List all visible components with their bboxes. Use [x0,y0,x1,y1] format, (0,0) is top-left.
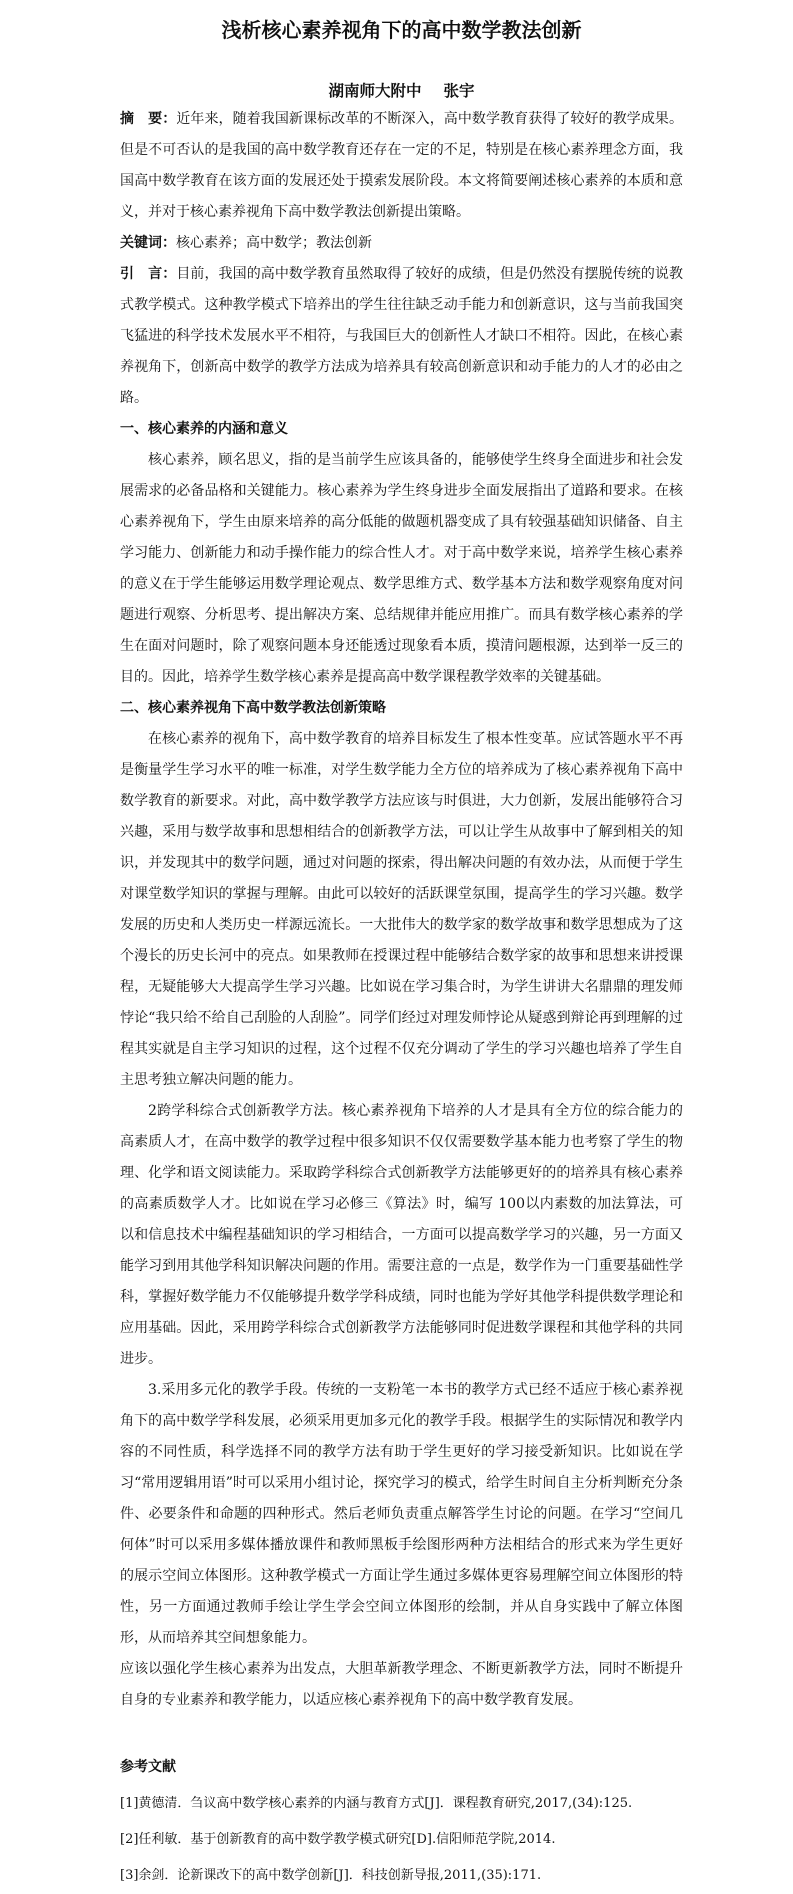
closing-paragraph: 应该以强化学生核心素养为出发点，大胆革新教学理念、不断更新教学方法，同时不断提升自身的专业素养和教学能力，以适应核心素养视角下的高中数学教育发展。 [120,1661,683,1708]
abstract [120,104,683,228]
section-2-paragraph-1: 在核心素养的视角下，高中数学教育的培养目标发生了根本性变革。应试答题水平不再是衡量学生学习水平的唯一标准，对学生数学能力全方位的培养成为了核心素养视角下高中数学教育的新要求。对此，高中数学教学方法应该与时俱进，大力创新，发展出能够符合习兴趣，采用与数学故事和思想相结合的创新教学方法，可以让学生从故事中了解到相关的知识，并发现其中的数学问题，通过对问题的探索，得出解决问题的有效办法，从而便于学生对课堂数学知识的掌握与理解。由此可以较好的活跃课堂氛围，提高学生的学习兴趣。数学发展的历史和人类历史一样源远流长。一大批伟大的数学家的数学故事和数学思想成为了这个漫长的历史长河中的亮点。如果教师在授课过程中能够结合数学家的故事和思想来讲授课程，无疑能够大大提高学生学习兴趣。比如说在学习集合时，为学生讲讲大名鼎鼎的理发师悖论“我只给不给自己刮脸的人刮脸”。同学们经过对理发师悖论从疑惑到辩论再到理解的过程其实就是自主学习知识的过程，这个过程不仅充分调动了学生的学习兴趣也培养了学生自主思考独立解决问题的能力。 [120,731,683,1088]
author-name: 张宇 [443,82,475,100]
introduction-label: 引 言： [120,266,177,282]
introduction [120,259,683,414]
section-1-heading: 一、核心素养的内涵和意义 [120,421,288,437]
reference-item: [2]任利敏．基于创新教育的高中数学教学模式研究[D].信阳师范学院,2014. [120,1832,556,1847]
author-line [120,78,683,104]
section-2-paragraph-2: 2跨学科综合式创新教学方法。核心素养视角下培养的人才是具有全方位的综合能力的高素质人才，在高中数学的教学过程中很多知识不仅仅需要数学基本能力也考察了学生的物理、化学和语文阅读能力。采取跨学科综合式创新教学方法能够更好的的培养具有核心素养的高素质数学人才。比如说在学习必修三《算法》时，编写 100以内素数的加法算法，可以和信息技术中编程基础知识的学习相结合，一方面可以提高数学学习的兴趣，另一方面又能学习到用其他学科知识解决问题的作用。需要注意的一点是，数学作为一门重要基础性学科，掌握好数学能力不仅能够提升数学学科成绩，同时也能为学好其他学科提供数学理论和应用基础。因此，采用跨学科综合式创新教学方法能够同时促进数学课程和其他学科的共同进步。 [120,1103,683,1367]
section-2-paragraph-3: 3.采用多元化的教学手段。传统的一支粉笔一本书的教学方式已经不适应于核心素养视角下的高中数学学科发展，必须采用更加多元化的教学手段。根据学生的实际情况和教学内容的不同性质，科学选择不同的教学方法有助于学生更好的学习接受新知识。比如说在学习“常用逻辑用语”时可以采用小组讨论，探究学习的模式，给学生时间自主分析判断充分条件、必要条件和命题的四种形式。然后老师负责重点解答学生讨论的问题。在学习“空间几何体”时可以采用多媒体播放课件和教师黑板手绘图形两种方法相结合的形式来为学生更好的展示空间立体图形。这种教学模式一方面让学生通过多媒体更容易理解空间立体图形的特性，另一方面通过教师手绘让学生学会空间立体图形的绘制，并从自身实践中了解立体图形，从而培养其空间想象能力。 [120,1382,683,1646]
abstract-label: 摘 要： [120,111,177,127]
section-2-heading: 二、核心素养视角下高中数学教法创新策略 [120,700,386,716]
author-affiliation: 湖南师大附中 [328,82,422,100]
abstract-text: 近年来，随着我国新课标改革的不断深入，高中数学教育获得了较好的教学成果。但是不可否认的是我国的高中数学教育还存在一定的不足，特别是在核心素养理念方面，我国高中数学教育在该方面的发展还处于摸索发展阶段。本文将简要阐述核心素养的本质和意义，并对于核心素养视角下高中数学教法创新提出策略。 [120,111,684,220]
keywords-text: 核心素养；高中数学；教法创新 [176,235,372,251]
references-title: 参考文献 [120,1759,176,1775]
keywords [120,228,683,259]
introduction-text: 目前，我国的高中数学教育虽然取得了较好的成绩，但是仍然没有摆脱传统的说教式教学模式。这种教学模式下培养出的学生往往缺乏动手能力和创新意识，这与当前我国突飞猛进的科学技术发展水平不相符，与我国巨大的创新性人才缺口不相符。因此，在核心素养视角下，创新高中数学的教学方法成为培养具有较高创新意识和动手能力的人才的必由之路。 [120,266,684,406]
reference-item: [3]余剑．论新课改下的高中数学创新[J]．科技创新导报,2011,(35):171. [120,1868,542,1883]
keywords-label: 关键词： [120,235,176,251]
paper-title: 浅析核心素养视角下的高中数学教法创新 [221,18,582,42]
reference-item: [1]黄德清．刍议高中数学核心素养的内涵与教育方式[J]．课程教育研究,2017,(34):125. [120,1796,633,1811]
section-1-paragraph: 核心素养，顾名思义，指的是当前学生应该具备的，能够使学生终身全面进步和社会发展需求的必备品格和关键能力。核心素养为学生终身进步全面发展指出了道路和要求。在核心素养视角下，学生由原来培养的高分低能的做题机器变成了具有较强基础知识储备、自主学习能力、创新能力和动手操作能力的综合性人才。对于高中数学来说，培养学生核心素养的意义在于学生能够运用数学理论观点、数学思维方式、数学基本方法和数学观察角度对问题进行观察、分析思考、提出解决方案、总结规律并能应用推广。而具有数学核心素养的学生在面对问题时，除了观察问题本身还能透过现象看本质，摸清问题根源，达到举一反三的目的。因此，培养学生数学核心素养是提高高中数学课程教学效率的关键基础。 [120,452,683,685]
